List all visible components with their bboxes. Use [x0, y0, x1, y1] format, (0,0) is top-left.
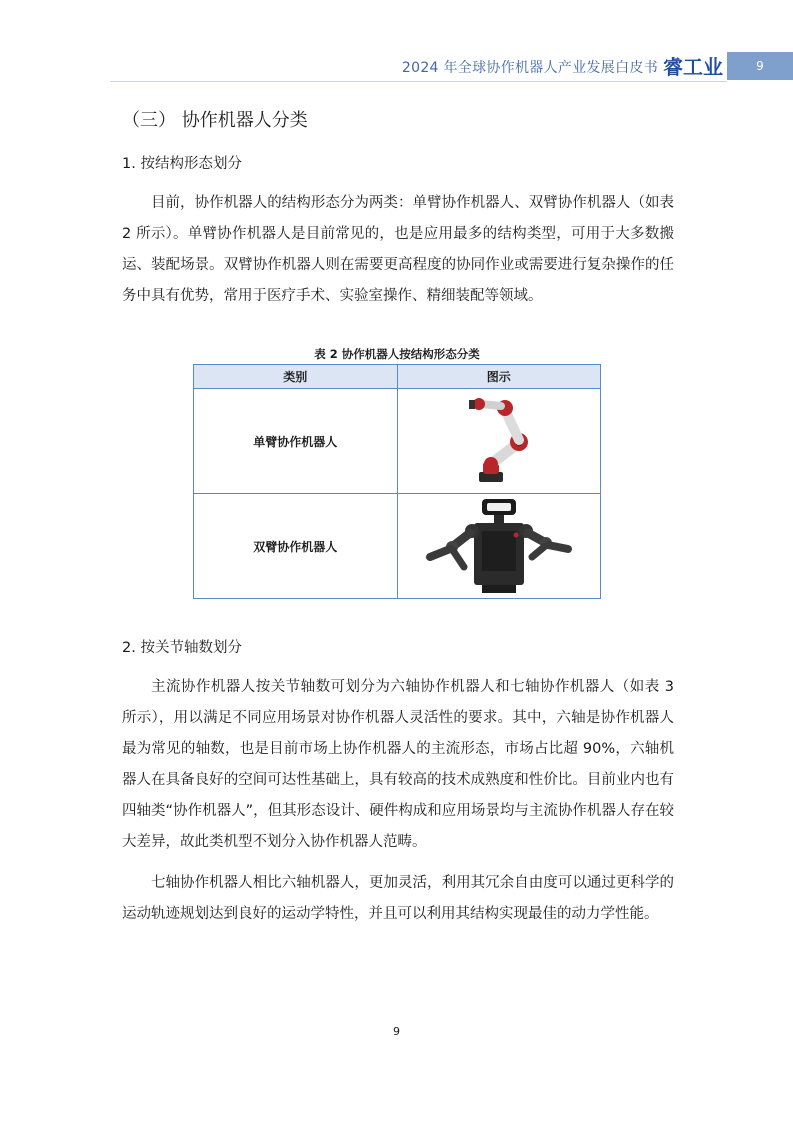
header-divider	[110, 81, 727, 82]
header-title: 2024 年全球协作机器人产业发展白皮书	[401, 60, 658, 76]
table-cell-category: 单臂协作机器人	[194, 389, 398, 494]
table-cell-illustration	[397, 494, 601, 599]
header-brand-logo: 睿工业	[663, 55, 723, 79]
header-page-tab: 9	[727, 52, 793, 80]
classification-table	[193, 364, 601, 599]
section-title: （三） 协作机器人分类	[122, 110, 308, 131]
paragraph-axes: 主流协作机器人按关节轴数可划分为六轴协作机器人和七轴协作机器人（如表 3 所示），用以满足不同应用场景对协作机器人灵活性的要求。其中，六轴是协作机器人最为常见的轴数，也是目前市场上协作机器人的主流形态，市场占比超 90%，六轴机器人在具备良好的空间可达性基础上，具有较高的技术成熟度和性价比。目前业内也有四轴类“协作机器人”，但其形态设计、硬件构成和应用场景均与主流协作机器人存在较大差异，故此类机型不划分入协作机器人范畴。	[122, 679, 674, 850]
table-header-illustration: 图示	[397, 365, 601, 389]
dual-arm-robot-illustration	[424, 495, 574, 595]
page-header	[0, 52, 793, 82]
paragraph-seven-axis: 七轴协作机器人相比六轴机器人，更加灵活，利用其冗余自由度可以通过更科学的运动轨迹规划达到良好的运动学特性，并且可以利用其结构实现最佳的动力学性能。	[122, 875, 674, 922]
subsection-heading-structure: 1. 按结构形态划分	[122, 156, 242, 172]
table-header-row	[194, 365, 601, 389]
page-number: 9	[393, 1025, 400, 1038]
table-cell-illustration	[397, 389, 601, 494]
single-arm-robot-illustration	[439, 390, 559, 490]
table-cell-category: 双臂协作机器人	[194, 494, 398, 599]
table-caption: 表 2 协作机器人按结构形态分类	[314, 347, 480, 361]
table-row	[194, 389, 601, 494]
paragraph-structure: 目前，协作机器人的结构形态分为两类：单臂协作机器人、双臂协作机器人（如表 2 所示）。单臂协作机器人是目前常见的，也是应用最多的结构类型，可用于大多数搬运、装配场景。双臂协作机器人则在需要更高程度的协同作业或需要进行复杂操作的任务中具有优势，常用于医疗手术、实验室操作、精细装配等领域。	[122, 195, 674, 304]
table-header-category: 类别	[194, 365, 398, 389]
subsection-heading-axes: 2. 按关节轴数划分	[122, 640, 242, 656]
table-row	[194, 494, 601, 599]
